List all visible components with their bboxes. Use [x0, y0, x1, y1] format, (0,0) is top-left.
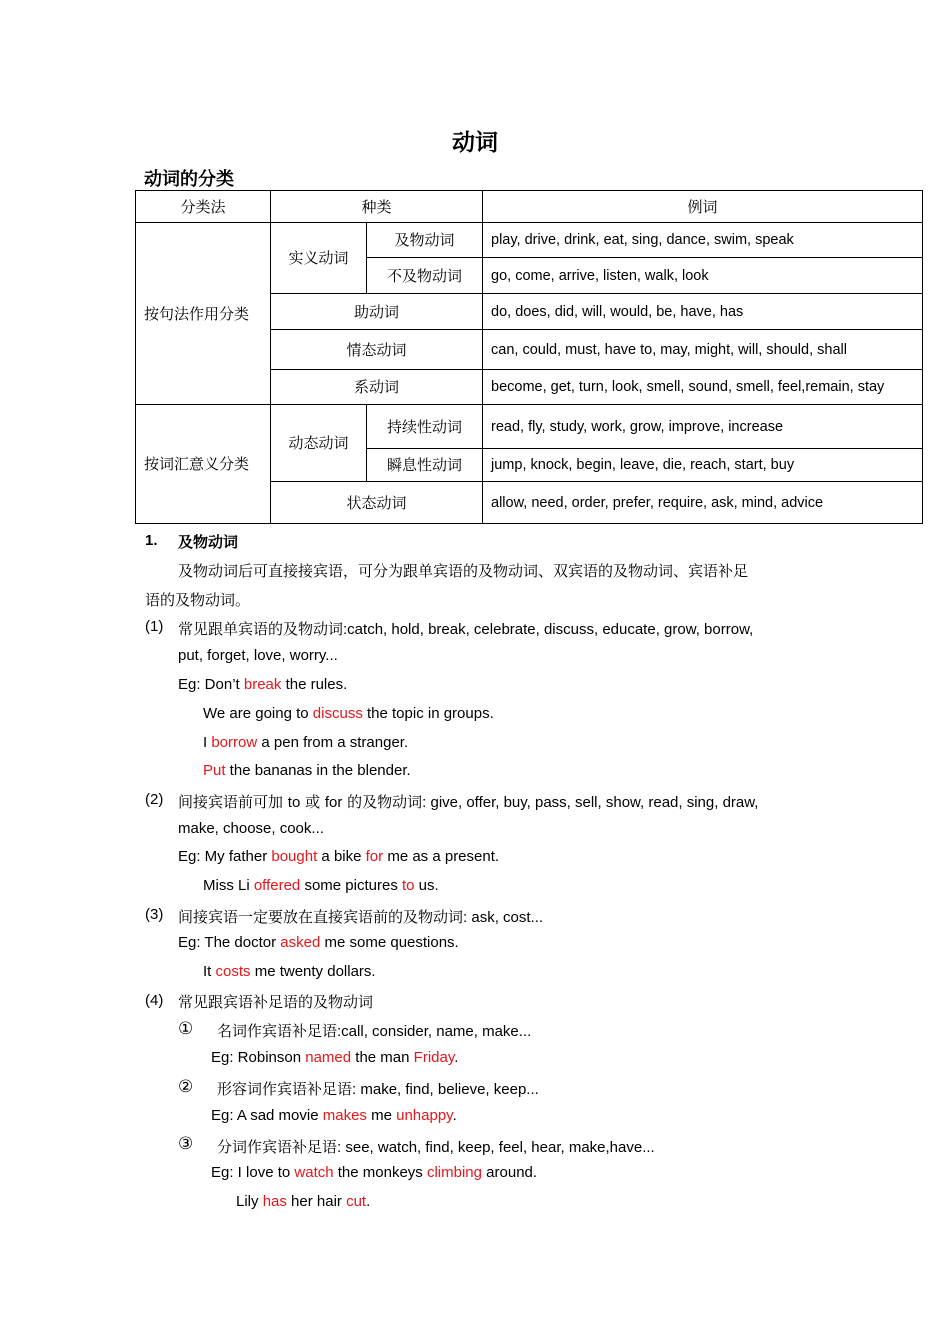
example-text: We are going to	[203, 705, 313, 722]
example-text: Eg: I love to	[211, 1164, 295, 1181]
table-row	[136, 223, 923, 258]
highlight-complement: unhappy	[396, 1107, 453, 1124]
circled-number-3: ③	[178, 1134, 194, 1153]
example-text: the bananas in the blender.	[225, 762, 411, 779]
sub-item-label: 分词作宾语补足语	[217, 1138, 338, 1156]
example-text: Eg: A sad movie	[211, 1107, 323, 1124]
auxiliary-label: 助动词	[271, 294, 483, 330]
example-text: us.	[414, 877, 439, 894]
notional-verb-label: 实义动词	[271, 223, 367, 294]
point-1-heading	[178, 618, 753, 639]
point-4-label: 常见跟宾语补足语的及物动词	[178, 993, 374, 1011]
group-meaning-label: 按词汇意义分类	[136, 405, 271, 524]
point-2-label: 的及物动词	[342, 793, 423, 811]
highlight-verb: makes	[322, 1107, 367, 1124]
example-text: a pen from a stranger.	[257, 734, 409, 751]
example-text: Eg: Don’t	[178, 676, 244, 693]
durative-examples: read, fly, study, work, grow, improve, increase	[483, 405, 923, 449]
example-text: me twenty dollars.	[250, 963, 376, 980]
example-line	[203, 762, 411, 779]
linking-examples: become, get, turn, look, smell, sound, smell, feel,remain, stay	[483, 370, 923, 405]
example-text: .	[454, 1049, 459, 1066]
example-text: .	[452, 1107, 457, 1124]
example-text: me some questions.	[320, 934, 459, 951]
prep-for: for	[324, 794, 343, 811]
example-line	[178, 848, 499, 865]
highlight-verb: bought	[271, 848, 318, 865]
point-1-label: 常见跟单宾语的及物动词	[178, 620, 344, 638]
point-2-heading	[178, 791, 758, 812]
example-text: Eg: Robinson	[211, 1049, 306, 1066]
highlight-complement: cut	[346, 1193, 367, 1210]
example-line	[211, 1164, 537, 1181]
sub-item-heading	[217, 1020, 531, 1041]
section-1-number: 1.	[145, 532, 158, 549]
example-text: .	[366, 1193, 371, 1210]
header-method: 分类法	[136, 191, 271, 223]
point-1-number: (1)	[145, 618, 164, 635]
point-2-list-cont: make, choose, cook...	[178, 820, 324, 837]
highlight-verb: costs	[215, 963, 251, 980]
header-examples: 例词	[483, 191, 923, 223]
section-1-title: 及物动词	[178, 533, 239, 551]
dynamic-verb-label: 动态动词	[271, 405, 367, 482]
stative-examples: allow, need, order, prefer, require, ask, mind, advice	[483, 482, 923, 524]
example-text: around.	[482, 1164, 538, 1181]
prep-to: to	[287, 794, 301, 811]
example-text: I	[203, 734, 212, 751]
sub-item-heading	[217, 1078, 539, 1099]
highlight-verb: break	[243, 676, 282, 693]
intransitive-examples: go, come, arrive, listen, walk, look	[483, 258, 923, 294]
highlight-verb: named	[305, 1049, 352, 1066]
example-line	[203, 877, 439, 894]
example-text: Lily	[236, 1193, 263, 1210]
point-1-list: :catch, hold, break, celebrate, discuss, educate, grow, borrow,	[343, 621, 754, 638]
example-line	[178, 934, 459, 951]
section-1-intro: 及物动词后可直接接宾语，可分为跟单宾语的及物动词、双宾语的及物动词、宾语补足	[178, 562, 749, 580]
momentary-label: 瞬息性动词	[367, 449, 483, 482]
highlight-prep: to	[402, 877, 415, 894]
momentary-examples: jump, knock, begin, leave, die, reach, start, buy	[483, 449, 923, 482]
example-text: a bike	[317, 848, 366, 865]
highlight-complement: Friday	[413, 1049, 455, 1066]
example-line	[211, 1107, 457, 1124]
intransitive-label: 不及物动词	[367, 258, 483, 294]
circled-number-2: ②	[178, 1077, 194, 1096]
sub-item-list: :call, consider, name, make...	[337, 1023, 532, 1040]
example-text: Miss Li	[203, 877, 254, 894]
example-text: me as a present.	[383, 848, 500, 865]
linking-label: 系动词	[271, 370, 483, 405]
example-text: the rules.	[281, 676, 348, 693]
table-header-row	[136, 191, 923, 223]
example-text: some pictures	[300, 877, 402, 894]
example-text: the monkeys	[333, 1164, 427, 1181]
example-line	[211, 1049, 458, 1066]
example-line	[203, 705, 494, 722]
durative-label: 持续性动词	[367, 405, 483, 449]
circled-number-1: ①	[178, 1019, 194, 1038]
point-2-number: (2)	[145, 791, 164, 808]
highlight-verb: Put	[203, 762, 226, 779]
page-title: 动词	[452, 129, 498, 156]
table-row	[136, 405, 923, 449]
section-title: 动词的分类	[144, 169, 234, 190]
highlight-complement: climbing	[426, 1164, 482, 1181]
sub-item-label: 名词作宾语补足语	[217, 1022, 338, 1040]
sub-item-heading	[217, 1136, 655, 1157]
point-2-label: 间接宾语前可加	[178, 793, 288, 811]
header-kind: 种类	[271, 191, 483, 223]
sub-item-list: : make, find, believe, keep...	[352, 1081, 539, 1098]
point-2-label: 或	[300, 793, 325, 811]
modal-label: 情态动词	[271, 330, 483, 370]
highlight-verb: borrow	[211, 734, 258, 751]
point-4-number: (4)	[145, 992, 164, 1009]
highlight-verb: offered	[253, 877, 301, 894]
example-text: Eg: The doctor	[178, 934, 281, 951]
modal-examples: can, could, must, have to, may, might, will, should, shall	[483, 330, 923, 370]
point-3-heading	[178, 906, 543, 927]
example-text: It	[203, 963, 216, 980]
example-text: her hair	[286, 1193, 347, 1210]
point-2-list: : give, offer, buy, pass, sell, show, read, sing, draw,	[422, 794, 759, 811]
point-1-list-cont: put, forget, love, worry...	[178, 647, 338, 664]
example-text: Eg: My father	[178, 848, 272, 865]
highlight-verb: discuss	[312, 705, 363, 722]
highlight-prep: for	[365, 848, 384, 865]
sub-item-label: 形容词作宾语补足语	[217, 1080, 353, 1098]
example-text: the man	[351, 1049, 414, 1066]
example-text: me	[366, 1107, 397, 1124]
point-3-label: 间接宾语一定要放在直接宾语前的及物动词	[178, 908, 464, 926]
classification-table	[135, 190, 923, 524]
example-line	[236, 1193, 370, 1210]
section-1-intro-cont: 语的及物动词。	[145, 591, 251, 609]
example-line	[178, 676, 347, 693]
example-line	[203, 734, 408, 751]
stative-label: 状态动词	[271, 482, 483, 524]
highlight-verb: has	[262, 1193, 287, 1210]
example-text: the topic in groups.	[362, 705, 494, 722]
highlight-verb: watch	[294, 1164, 334, 1181]
highlight-verb: asked	[280, 934, 321, 951]
point-3-number: (3)	[145, 906, 164, 923]
sub-item-list: : see, watch, find, keep, feel, hear, make,have...	[337, 1139, 655, 1156]
group-syntax-label: 按句法作用分类	[136, 223, 271, 405]
example-line	[203, 963, 376, 980]
transitive-examples: play, drive, drink, eat, sing, dance, swim, speak	[483, 223, 923, 258]
transitive-label: 及物动词	[367, 223, 483, 258]
auxiliary-examples: do, does, did, will, would, be, have, has	[483, 294, 923, 330]
point-3-list: : ask, cost...	[463, 909, 544, 926]
